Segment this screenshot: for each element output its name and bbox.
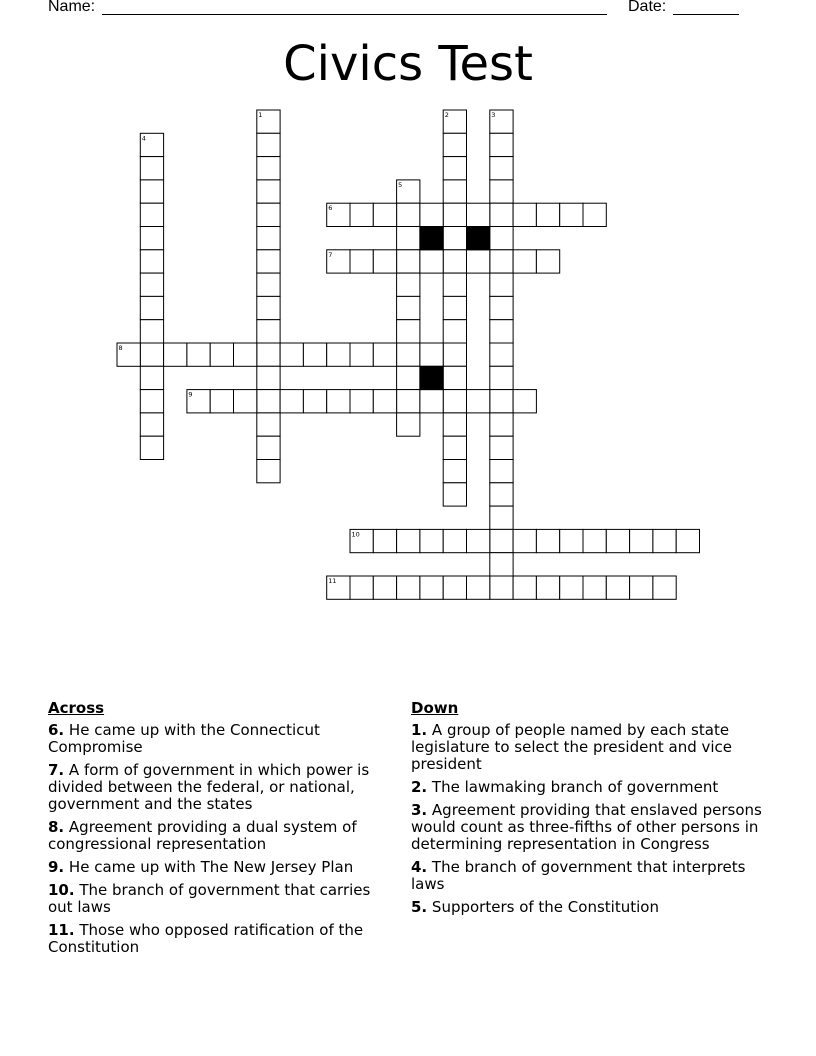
- grid-cell[interactable]: [397, 296, 420, 319]
- clue-across-6: [48, 722, 393, 756]
- clue-across-7: [48, 762, 393, 813]
- grid-cell[interactable]: [257, 343, 280, 366]
- grid-cell[interactable]: [443, 273, 466, 296]
- grid-cell[interactable]: [373, 343, 396, 366]
- grid-cell[interactable]: [280, 390, 303, 413]
- clue-across-10: [48, 882, 393, 916]
- grid-cell[interactable]: [397, 343, 420, 366]
- grid-cell[interactable]: [257, 157, 280, 180]
- grid-cell[interactable]: [140, 390, 163, 413]
- name-label: Name:: [48, 0, 96, 15]
- grid-cell[interactable]: [327, 343, 350, 366]
- grid-cell[interactable]: [397, 529, 420, 552]
- cell-number: 1: [258, 111, 263, 119]
- cell-number: 4: [141, 134, 146, 143]
- grid-cell[interactable]: [210, 343, 233, 366]
- grid-cell[interactable]: [536, 203, 559, 226]
- grid-cell[interactable]: [397, 320, 420, 343]
- page-title: Civics Test: [283, 36, 533, 92]
- clue-across-8: [48, 819, 393, 853]
- grid-cell[interactable]: [257, 320, 280, 343]
- grid-cell[interactable]: [467, 529, 490, 552]
- grid-cell[interactable]: [257, 203, 280, 226]
- grid-cell[interactable]: [490, 133, 513, 156]
- grid-cell[interactable]: [257, 436, 280, 459]
- grid-cell[interactable]: [490, 273, 513, 296]
- black-cell: [420, 366, 443, 389]
- grid-cell[interactable]: [490, 413, 513, 436]
- clue-text: The lawmaking branch of government: [431, 778, 719, 796]
- grid-cell[interactable]: [397, 366, 420, 389]
- grid-cell[interactable]: [467, 250, 490, 273]
- grid-cell[interactable]: [397, 390, 420, 413]
- clue-text: Supporters of the Constitution: [431, 898, 659, 916]
- grid-cell[interactable]: [303, 343, 326, 366]
- grid-cell[interactable]: [257, 227, 280, 250]
- grid-cell[interactable]: [140, 250, 163, 273]
- grid-cell[interactable]: [164, 343, 187, 366]
- clue-down-5: [411, 899, 766, 916]
- grid-cell[interactable]: [676, 529, 699, 552]
- grid-cell[interactable]: [630, 576, 653, 599]
- grid-cell[interactable]: [257, 180, 280, 203]
- grid-cell[interactable]: [234, 343, 257, 366]
- clue-number: 1.: [411, 721, 428, 739]
- grid-cell[interactable]: [373, 250, 396, 273]
- grid-cell[interactable]: [490, 390, 513, 413]
- grid-cell[interactable]: [443, 157, 466, 180]
- grid-cell[interactable]: [350, 390, 373, 413]
- clue-text: Agreement providing that enslaved persons would count as three-fifths of other persons in determining representation in Congress: [411, 801, 762, 853]
- grid-cell[interactable]: [630, 529, 653, 552]
- grid-cell[interactable]: [583, 529, 606, 552]
- grid-cell[interactable]: [397, 413, 420, 436]
- grid-cell[interactable]: [420, 390, 443, 413]
- grid-cell[interactable]: [513, 250, 536, 273]
- grid-cell[interactable]: [303, 390, 326, 413]
- grid-cell[interactable]: [280, 343, 303, 366]
- grid-cell[interactable]: [583, 576, 606, 599]
- grid-cell[interactable]: [210, 390, 233, 413]
- grid-cell[interactable]: [140, 413, 163, 436]
- grid-cell[interactable]: [140, 203, 163, 226]
- down-clues: [411, 700, 766, 922]
- clue-number: 8.: [48, 818, 65, 836]
- grid-cell[interactable]: [443, 203, 466, 226]
- grid-cell[interactable]: [490, 506, 513, 529]
- cell-number: 8: [118, 344, 123, 352]
- clue-number: 10.: [48, 881, 75, 899]
- grid-cell[interactable]: [397, 203, 420, 226]
- grid-cell[interactable]: [187, 343, 210, 366]
- grid-cell[interactable]: [490, 320, 513, 343]
- grid-cell[interactable]: [490, 227, 513, 250]
- grid-cell[interactable]: [257, 390, 280, 413]
- black-cell: [467, 227, 490, 250]
- grid-cell[interactable]: [140, 227, 163, 250]
- grid-cell[interactable]: [467, 203, 490, 226]
- cell-number: 5: [398, 180, 403, 189]
- grid-cell[interactable]: [373, 390, 396, 413]
- grid-cell[interactable]: [443, 413, 466, 436]
- grid-cell[interactable]: [234, 390, 257, 413]
- grid-cell[interactable]: [257, 296, 280, 319]
- grid-cell[interactable]: [443, 343, 466, 366]
- clue-number: 6.: [48, 721, 65, 739]
- grid-cell[interactable]: [443, 576, 466, 599]
- grid-cell[interactable]: [583, 203, 606, 226]
- grid-cell[interactable]: [560, 576, 583, 599]
- clue-number: 2.: [411, 778, 428, 796]
- clue-down-3: [411, 802, 766, 853]
- clue-text: A group of people named by each state legislature to select the president and vice president: [411, 721, 733, 773]
- cell-number: 11: [328, 577, 337, 585]
- grid-cell[interactable]: [490, 553, 513, 576]
- clue-text: He came up with The New Jersey Plan: [68, 858, 354, 876]
- grid-cell[interactable]: [443, 180, 466, 203]
- clue-text: Those who opposed ratification of the Constitution: [48, 921, 364, 956]
- cell-number: 7: [328, 250, 333, 259]
- grid-cell[interactable]: [420, 343, 443, 366]
- grid-cell[interactable]: [140, 180, 163, 203]
- grid-cell[interactable]: [490, 157, 513, 180]
- grid-cell[interactable]: [140, 343, 163, 366]
- clue-down-1: [411, 722, 766, 773]
- grid-cell[interactable]: [140, 320, 163, 343]
- grid-cell[interactable]: [490, 436, 513, 459]
- grid-cell[interactable]: [513, 529, 536, 552]
- grid-cell[interactable]: [490, 576, 513, 599]
- clue-down-2: [411, 779, 766, 796]
- grid-cell[interactable]: [257, 273, 280, 296]
- down-heading: Down: [411, 699, 459, 717]
- grid-cell[interactable]: [606, 576, 629, 599]
- grid-cell[interactable]: [397, 250, 420, 273]
- grid-cell[interactable]: [513, 203, 536, 226]
- grid-cell[interactable]: [257, 413, 280, 436]
- clue-number: 11.: [48, 921, 75, 939]
- grid-cell[interactable]: [606, 529, 629, 552]
- grid-cell[interactable]: [420, 250, 443, 273]
- grid-cell[interactable]: [490, 343, 513, 366]
- cell-number: 3: [491, 111, 496, 119]
- grid-cell[interactable]: [140, 157, 163, 180]
- grid-cell[interactable]: [443, 133, 466, 156]
- grid-cell[interactable]: [490, 483, 513, 506]
- grid-cell[interactable]: [536, 529, 559, 552]
- grid-cell[interactable]: [536, 576, 559, 599]
- clue-number: 3.: [411, 801, 428, 819]
- grid-cell[interactable]: [653, 529, 676, 552]
- grid-cell[interactable]: [397, 273, 420, 296]
- clue-number: 7.: [48, 761, 65, 779]
- grid-cell[interactable]: [443, 296, 466, 319]
- grid-cell[interactable]: [490, 203, 513, 226]
- clue-number: 9.: [48, 858, 65, 876]
- cell-number: 2: [444, 111, 449, 119]
- grid-cell[interactable]: [443, 460, 466, 483]
- grid-cell[interactable]: [443, 227, 466, 250]
- grid-cell[interactable]: [257, 366, 280, 389]
- clue-text: Agreement providing a dual system of congressional representation: [48, 818, 357, 853]
- grid-cell[interactable]: [490, 250, 513, 273]
- grid-cell[interactable]: [443, 529, 466, 552]
- grid-cell[interactable]: [257, 133, 280, 156]
- grid-cell[interactable]: [350, 576, 373, 599]
- clue-text: The branch of government that interprets laws: [411, 858, 746, 893]
- grid-cell[interactable]: [397, 576, 420, 599]
- grid-cell[interactable]: [420, 576, 443, 599]
- grid-cell[interactable]: [443, 483, 466, 506]
- clue-text: The branch of government that carries out laws: [48, 881, 371, 916]
- grid-cell[interactable]: [397, 227, 420, 250]
- clue-across-11: [48, 922, 393, 956]
- grid-cell[interactable]: [513, 390, 536, 413]
- grid-cell[interactable]: [560, 529, 583, 552]
- grid-cell[interactable]: [140, 296, 163, 319]
- grid-cell[interactable]: [140, 436, 163, 459]
- grid-cell[interactable]: [443, 366, 466, 389]
- grid-cell[interactable]: [443, 320, 466, 343]
- clue-number: 4.: [411, 858, 428, 876]
- grid-cell[interactable]: [257, 250, 280, 273]
- cell-number: 6: [328, 204, 333, 213]
- clue-text: He came up with the Connecticut Compromise: [48, 721, 320, 756]
- grid-cell[interactable]: [350, 343, 373, 366]
- grid-cell[interactable]: [490, 460, 513, 483]
- cell-number: 10: [351, 530, 360, 539]
- cell-number: 9: [188, 390, 193, 399]
- grid-cell[interactable]: [443, 250, 466, 273]
- grid-cell[interactable]: [327, 390, 350, 413]
- across-clues: [48, 700, 393, 962]
- grid-cell[interactable]: [536, 250, 559, 273]
- grid-cell[interactable]: [257, 460, 280, 483]
- grid-cell[interactable]: [350, 250, 373, 273]
- grid-cell[interactable]: [443, 436, 466, 459]
- grid-cell[interactable]: [467, 390, 490, 413]
- grid-cell[interactable]: [490, 296, 513, 319]
- grid-cell[interactable]: [373, 529, 396, 552]
- clue-across-9: [48, 859, 393, 876]
- grid-cell[interactable]: [490, 529, 513, 552]
- grid-cell[interactable]: [560, 203, 583, 226]
- grid-cell[interactable]: [350, 203, 373, 226]
- grid-cell[interactable]: [513, 576, 536, 599]
- black-cell: [420, 227, 443, 250]
- grid-cell[interactable]: [653, 576, 676, 599]
- grid-cell[interactable]: [140, 366, 163, 389]
- grid-cell[interactable]: [467, 576, 490, 599]
- grid-cell[interactable]: [443, 390, 466, 413]
- grid-cell[interactable]: [373, 576, 396, 599]
- date-label: Date:: [628, 0, 667, 15]
- clue-number: 5.: [411, 898, 428, 916]
- grid-cell[interactable]: [140, 273, 163, 296]
- clue-down-4: [411, 859, 766, 893]
- clue-text: A form of government in which power is divided between the federal, or national, government and the states: [48, 761, 370, 813]
- grid-cell[interactable]: [490, 366, 513, 389]
- grid-cell[interactable]: [490, 180, 513, 203]
- across-heading: Across: [48, 699, 105, 717]
- grid-cell[interactable]: [373, 203, 396, 226]
- grid-cell[interactable]: [420, 203, 443, 226]
- grid-cell[interactable]: [420, 529, 443, 552]
